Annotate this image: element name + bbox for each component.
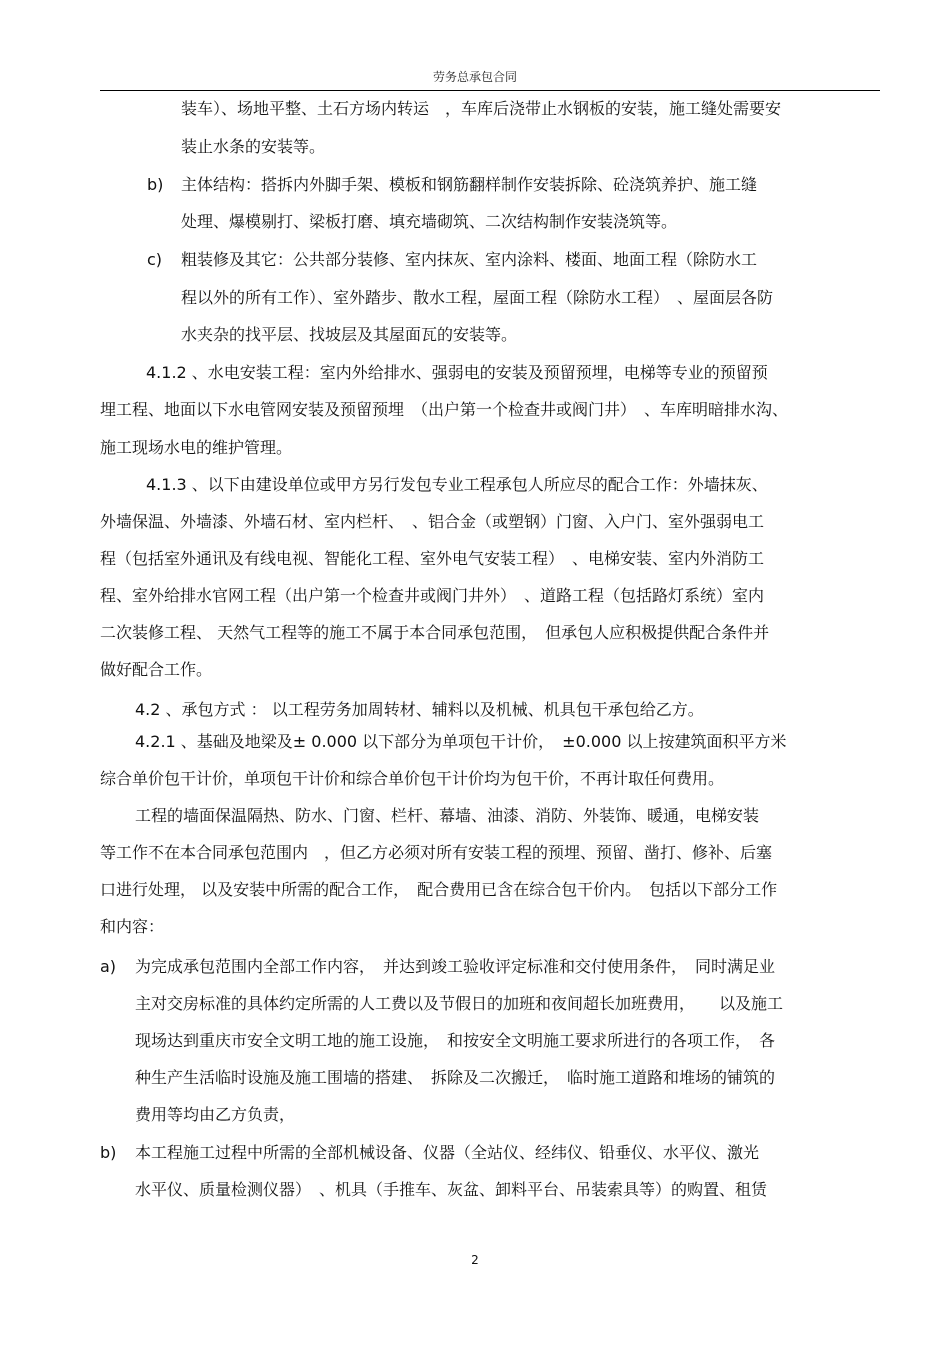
- text-line: 程以外的所有工作）、室外踏步、散水工程，屋面工程（除防水工程） 、屋面层各防: [181, 288, 774, 307]
- text-line: 做好配合工作。: [100, 660, 213, 679]
- text-line: 水平仪、质量检测仪器） 、机具（手推车、灰盆、卸料平台、吊装索具等）的购置、租赁: [135, 1180, 768, 1199]
- text-line: 外墙保温、外墙漆、外墙石材、室内栏杆、 、铝合金（或塑钢）门窗、入户门、室外强弱电工: [100, 512, 765, 531]
- clause-4-2-1: 4.2.1 、基础及地梁及± 0.000 以下部分为单项包干计价， ±0.000 以上按建筑面积平方米: [135, 732, 787, 751]
- text-line: 装止水条的安装等。: [181, 137, 326, 156]
- text-line: 种生产生活临时设施及施工围墙的搭建、 拆除及二次搬迁， 临时施工道路和堆场的铺筑的: [135, 1068, 776, 1087]
- running-header: 劳务总承包合同: [432, 70, 517, 84]
- list-marker-b: b): [147, 175, 164, 194]
- text-line: 主对交房标准的具体约定所需的人工费以及节假日的加班和夜间超长加班费用， 以及施工: [135, 994, 784, 1013]
- text-line: 费用等均由乙方负责，: [135, 1105, 296, 1124]
- text-line: 水夹杂的找平层、找坡层及其屋面瓦的安装等。: [181, 325, 518, 344]
- text-line: 装车）、场地平整、土石方场内转运 ，车库后浇带止水钢板的安装，施工缝处需要安: [181, 99, 782, 118]
- list-marker-c: c): [147, 250, 163, 269]
- text-line: 和内容：: [100, 917, 165, 936]
- clause-4-1-2: 4.1.2 、水电安装工程：室内外给排水、强弱电的安装及预留预埋，电梯等专业的预留预: [146, 363, 768, 382]
- text-line: 本工程施工过程中所需的全部机械设备、仪器（全站仪、经纬仪、铅垂仪、水平仪、激光: [135, 1143, 760, 1162]
- scope-paragraph: 工程的墙面保温隔热、防水、门窗、栏杆、幕墙、油漆、消防、外装饰、暖通，电梯安装: [135, 806, 760, 825]
- text-line: 埋工程、地面以下水电管网安装及预留预埋 （出户第一个检查井或阀门井） 、车库明暗排水沟、: [100, 400, 789, 419]
- clause-4-2: 4.2 、承包方式 ： 以工程劳务加周转材、辅料以及机械、机具包干承包给乙方。: [135, 700, 704, 719]
- text-line: 程（包括室外通讯及有线电视、智能化工程、室外电气安装工程） 、电梯安装、室内外消防工: [100, 549, 765, 568]
- list-marker-a: a): [100, 957, 117, 976]
- list-marker-b: b): [100, 1143, 117, 1162]
- text-line: 等工作不在本合同承包范围内 ，但乙方必须对所有安装工程的预埋、预留、凿打、修补、后塞: [100, 843, 773, 862]
- text-line: 为完成承包范围内全部工作内容， 并达到竣工验收评定标准和交付使用条件， 同时满足业: [135, 957, 776, 976]
- header-rule: [100, 90, 880, 91]
- page-number: 2: [471, 1253, 479, 1267]
- text-line: 现场达到重庆市安全文明工地的施工设施， 和按安全文明施工要求所进行的各项工作， 各: [135, 1031, 776, 1050]
- clause-4-1-3: 4.1.3 、以下由建设单位或甲方另行发包专业工程承包人所应尽的配合工作：外墙抹灰、: [146, 475, 768, 494]
- text-line: 口进行处理， 以及安装中所需的配合工作， 配合费用已含在综合包干价内。 包括以下部分工作: [100, 880, 778, 899]
- text-line: 综合单价包干计价，单项包干计价和综合单价包干计价均为包干价，不再计取任何费用。: [100, 769, 725, 788]
- text-line: 二次装修工程、 天然气工程等的施工不属于本合同承包范围， 但承包人应积极提供配合条件并: [100, 623, 770, 642]
- text-line: 处理、爆模剔打、梁板打磨、填充墙砌筑、二次结构制作安装浇筑等。: [181, 212, 678, 231]
- text-line: 主体结构：搭拆内外脚手架、模板和钢筋翻样制作安装拆除、砼浇筑养护、施工缝: [181, 175, 758, 194]
- text-line: 粗装修及其它：公共部分装修、室内抹灰、室内涂料、楼面、地面工程（除防水工: [181, 250, 758, 269]
- text-line: 程、室外给排水官网工程（出户第一个检查井或阀门井外） 、道路工程（包括路灯系统）室内: [100, 586, 765, 605]
- text-line: 施工现场水电的维护管理。: [100, 438, 293, 457]
